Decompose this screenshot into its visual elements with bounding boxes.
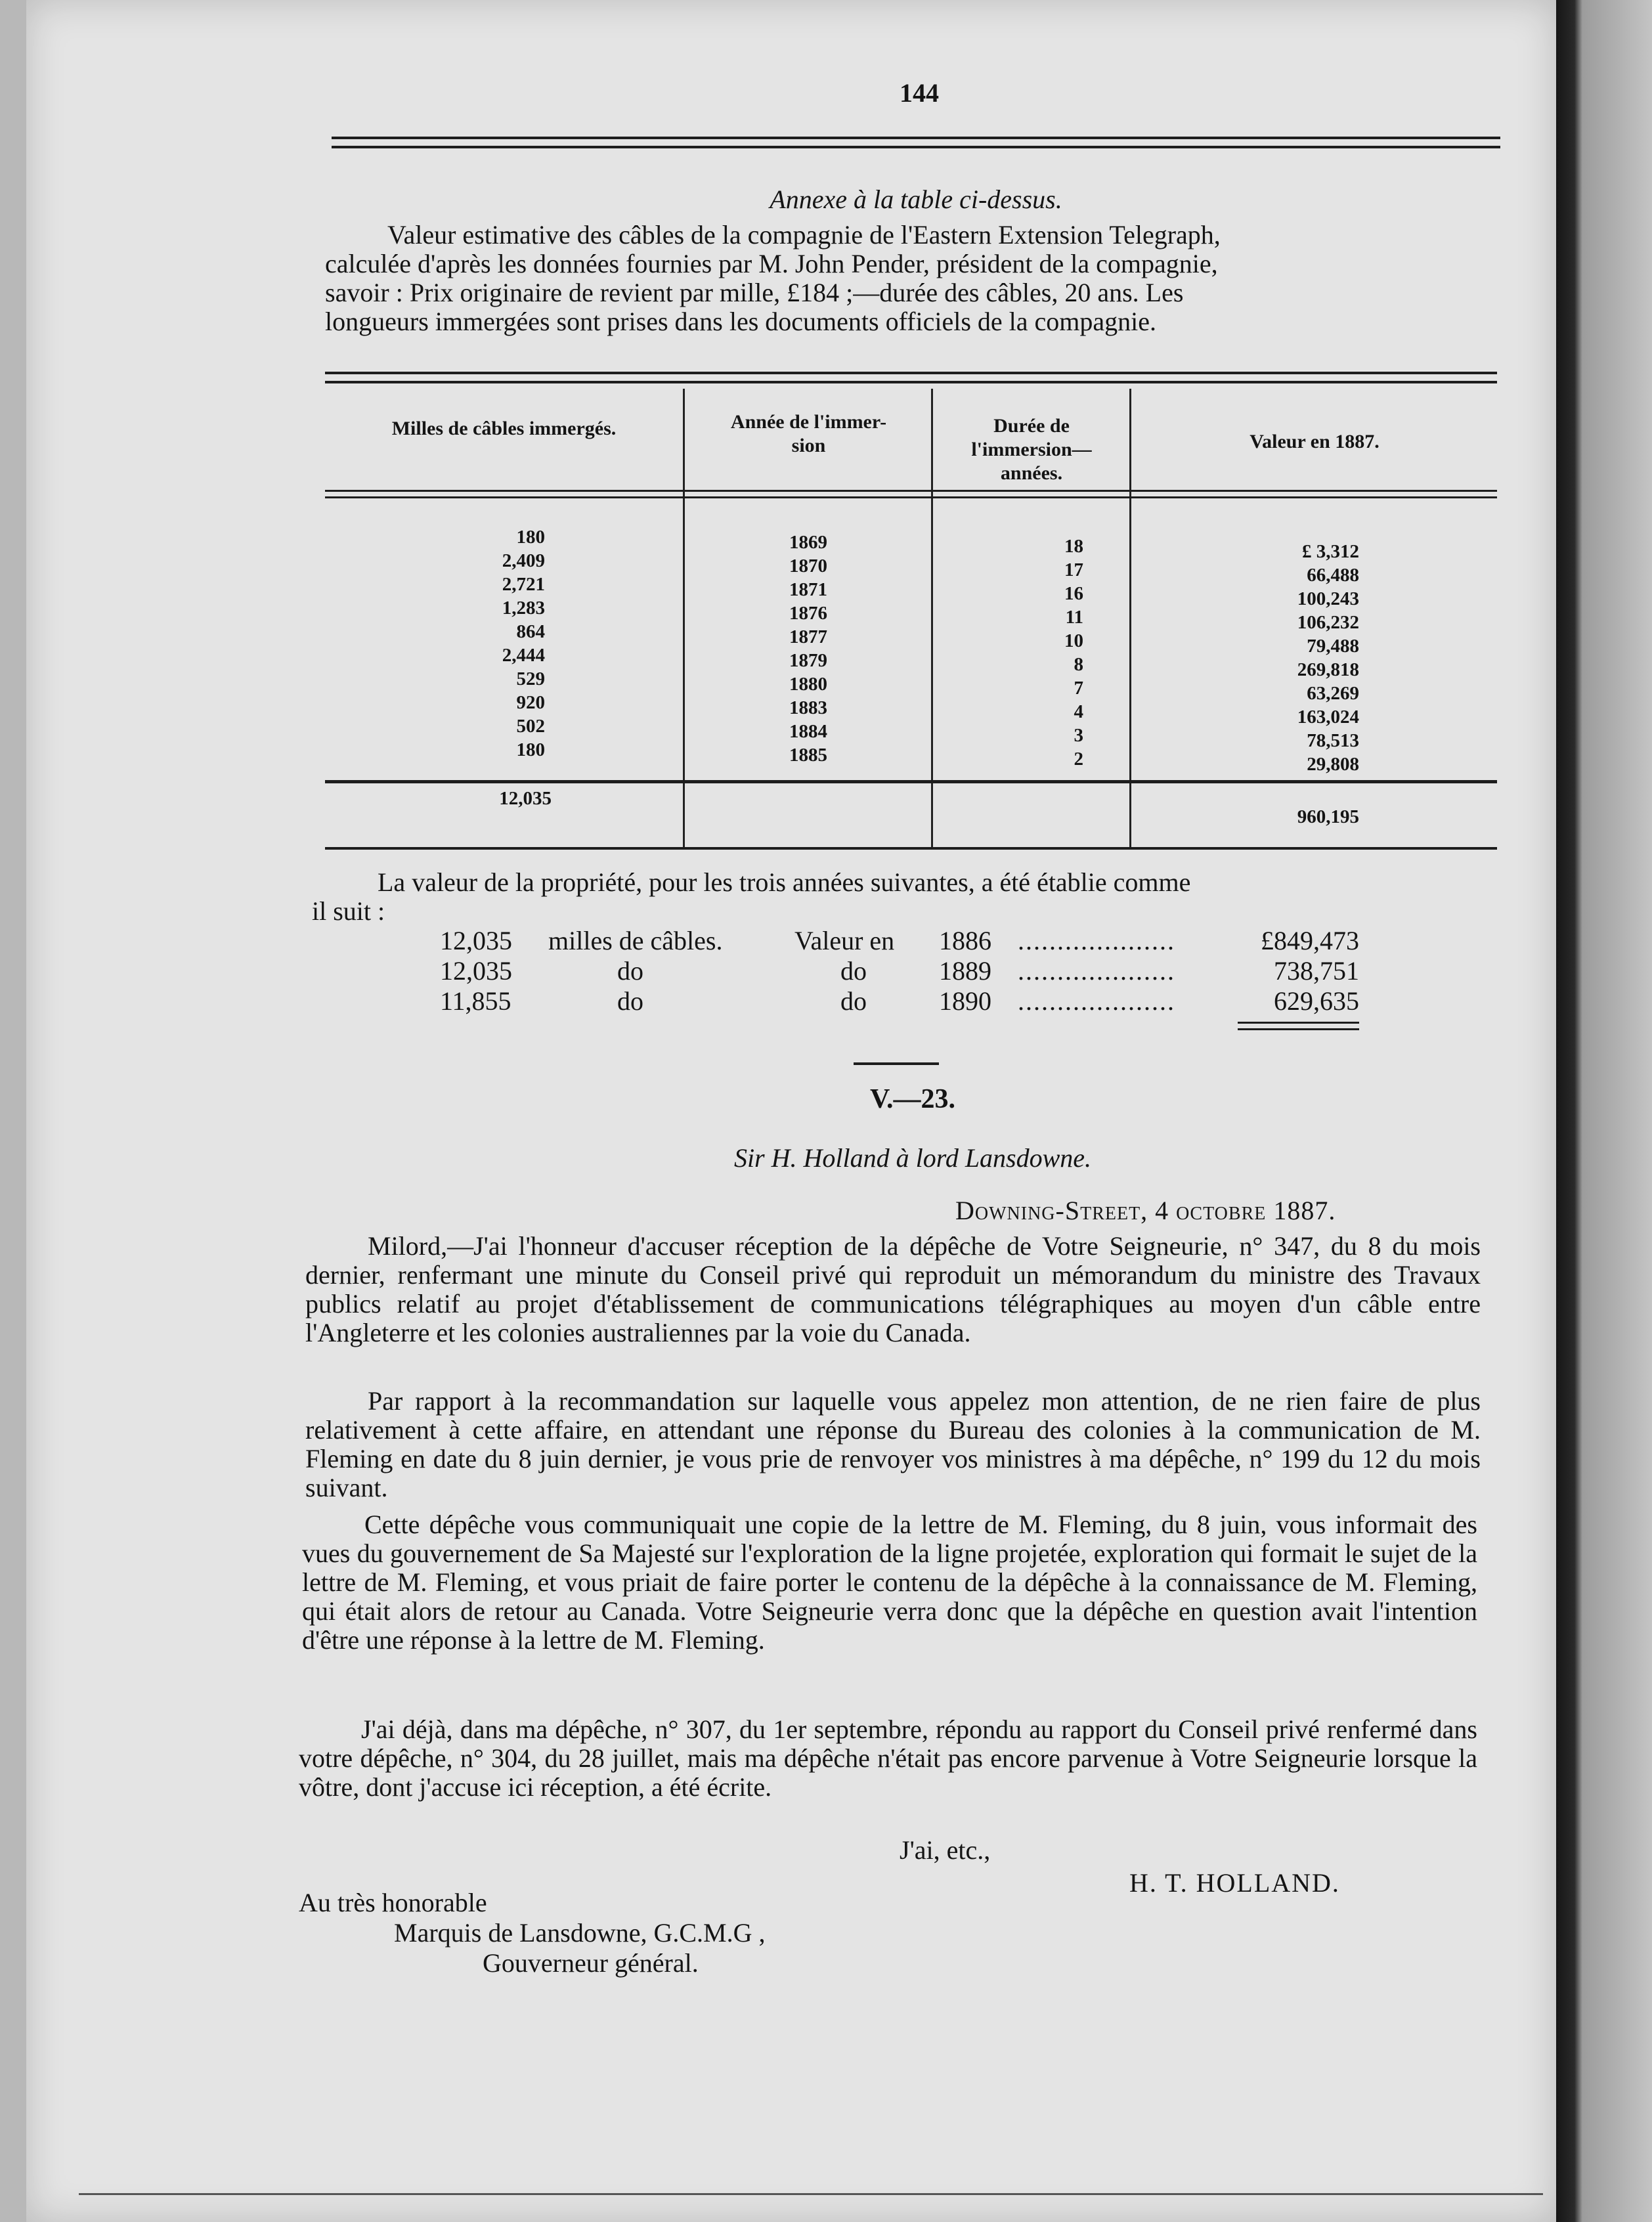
- summary-amount-3: 629,635: [1274, 986, 1359, 1016]
- summary-amount-2: 738,751: [1274, 956, 1359, 986]
- summary-double-rule: [1238, 1022, 1359, 1024]
- total-valeur: 960,195: [1297, 806, 1359, 827]
- table-top-rule-2: [325, 381, 1497, 383]
- annex-line-2: calculée d'après les données fournies par M. John Pender, président de la compagnie,: [325, 249, 1218, 278]
- annex-line-4: longueurs immergées sont prises dans les documents officiels de la compagnie.: [325, 307, 1157, 336]
- address-line-1: Au très honorable: [299, 1888, 487, 1917]
- header-under-rule: [325, 490, 1497, 492]
- top-rule: [332, 137, 1500, 139]
- column-duree: 18 17 16 11 10 8 7 4 3 2: [1064, 536, 1083, 770]
- summary-year-1: 1886: [939, 926, 991, 955]
- total-milles: 12,035: [499, 788, 552, 809]
- summary-amount-1: £849,473: [1261, 926, 1359, 955]
- table-col-divider-1: [683, 389, 685, 848]
- annex-line-1: Valeur estimative des câbles de la compagnie de l'Eastern Extension Telegraph,: [387, 220, 1221, 250]
- summary-double-rule-2: [1238, 1028, 1359, 1030]
- summary-milles-3: 11,855: [440, 986, 511, 1016]
- column-valeur: £ 3,312 66,488 100,243 106,232 79,488 269,818 63,269 163,024 78,513 29,808: [1297, 541, 1359, 775]
- summary-dots-1: ....................: [1018, 926, 1175, 955]
- letter-paragraph-3: Cette dépêche vous communiquait une copie de la lettre de M. Fleming, du 8 juin, vous informait des vues du gouvernement de Sa Majesté sur l'exploration de la ligne projetée, exploration qui formait le sujet de la lettre de M. Fleming, et vous priait de faire porter le contenu de la dépêche à la connaissance de M. Fleming, qui était alors de retour au Canada. Votre Seigneurie verra donc que la dépêche en question avait l'intention d'être une réponse à la lettre de M. Fleming.: [302, 1510, 1477, 1655]
- table-col-divider-3: [1129, 389, 1131, 848]
- header-duree-1: Durée de: [993, 415, 1070, 437]
- summary-label-2: do: [617, 956, 643, 986]
- propriete-intro-2: il suit :: [312, 896, 385, 926]
- summary-milles-1: 12,035: [440, 926, 512, 955]
- summary-dots-2: ....................: [1018, 956, 1175, 986]
- section-separator: [854, 1062, 939, 1065]
- summary-label-1: milles de câbles.: [548, 926, 723, 955]
- address-line-2: Marquis de Lansdowne, G.C.M.G ,: [394, 1918, 766, 1948]
- letter-subtitle: Sir H. Holland à lord Lansdowne.: [733, 1143, 1092, 1173]
- header-annee-2: sion: [791, 435, 826, 456]
- table-col-divider-2: [931, 389, 933, 848]
- table-top-rule: [325, 372, 1497, 374]
- summary-milles-2: 12,035: [440, 956, 512, 986]
- column-annee: 1869 1870 1871 1876 1877 1879 1880 1883 1884 1885: [789, 532, 827, 766]
- top-rule-2: [332, 146, 1500, 148]
- header-under-rule-2: [325, 496, 1497, 498]
- letter-signature: H. T. HOLLAND.: [1129, 1868, 1340, 1898]
- letter-paragraph-2: Par rapport à la recommandation sur laquelle vous appelez mon attention, de ne rien faire de plus relativement à cette affaire, en attendant une réponse du Bureau des colonies à la communication de M. Fleming en date du 8 juin dernier, je vous prie de renvoyer vos ministres à ma dépêche, n° 199 du 12 du mois suivant.: [305, 1386, 1481, 1502]
- annex-line-3: savoir : Prix originaire de revient par mille, £184 ;—durée des câbles, 20 ans. Les: [325, 278, 1184, 307]
- summary-year-2: 1889: [939, 956, 991, 986]
- letter-paragraph-4: J'ai déjà, dans ma dépêche, n° 307, du 1er septembre, répondu au rapport du Conseil privé renfermé dans votre dépêche, n° 304, du 28 juillet, mais ma dépêche n'était pas encore parvenue à Votre Seigneurie lorsque la vôtre, dont j'accuse ici réception, a été écrite.: [299, 1714, 1477, 1802]
- total-rule: [325, 780, 1497, 783]
- header-duree-3: années.: [1000, 462, 1063, 484]
- summary-dots-3: ....................: [1018, 986, 1175, 1016]
- page-bottom-rule: [79, 2193, 1543, 2195]
- letter-paragraph-1: Milord,—J'ai l'honneur d'accuser réception de la dépêche de Votre Seigneurie, n° 347, du 8 du mois dernier, renfermant une minute du Conseil privé qui reproduit un mémorandum du ministre des Travaux publics relatif au projet d'établissement de communications télégraphiques au moyen d'un câble entre l'Angleterre et les colonies australiennes par la voie du Canada.: [305, 1231, 1481, 1347]
- summary-prefix-1: Valeur en: [794, 926, 895, 955]
- propriete-intro-1: La valeur de la propriété, pour les trois années suivantes, a été établie comme: [378, 867, 1191, 897]
- address-line-3: Gouverneur général.: [483, 1948, 699, 1978]
- column-milles: 180 2,409 2,721 1,283 864 2,444 529 920 502 180: [502, 527, 545, 760]
- letter-number: V.—23.: [870, 1084, 955, 1114]
- letter-place-date: Downing-Street, 4 octobre 1887.: [955, 1196, 1336, 1225]
- page-number: 144: [900, 78, 939, 108]
- annex-title: Annexe à la table ci-dessus.: [770, 185, 1062, 214]
- header-duree-2: l'immersion—: [971, 439, 1092, 460]
- book-spine-edge: [1556, 0, 1652, 2222]
- letter-closing: J'ai, etc.,: [900, 1835, 991, 1865]
- header-milles: Milles de câbles immergés.: [391, 418, 617, 439]
- header-annee-1: Année de l'immer-: [730, 411, 887, 433]
- summary-prefix-3: do: [840, 986, 867, 1016]
- summary-label-3: do: [617, 986, 643, 1016]
- header-valeur: Valeur en 1887.: [1250, 431, 1380, 452]
- summary-year-3: 1890: [939, 986, 991, 1016]
- summary-prefix-2: do: [840, 956, 867, 986]
- table-bottom-rule: [325, 847, 1497, 850]
